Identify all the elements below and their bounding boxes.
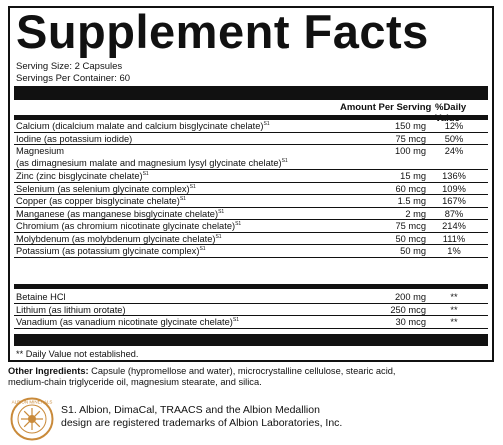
panel-title: Supplement Facts bbox=[16, 5, 429, 58]
header-amount: Amount Per Serving bbox=[340, 102, 432, 113]
nutrient-row bbox=[14, 316, 488, 329]
nutrient-daily-value: 1% bbox=[447, 246, 461, 256]
daily-value-footnote: ** Daily Value not established. bbox=[16, 349, 139, 359]
nutrient-amount: 30 mcg bbox=[395, 317, 426, 327]
footnote-mark: S1 bbox=[232, 317, 240, 323]
footnote-mark: S1 bbox=[281, 158, 288, 164]
nutrient-name: Chromium (as chromium nicotinate glycinate chelate)$^{S1}$ bbox=[16, 221, 242, 232]
divider-thick-2 bbox=[14, 334, 488, 346]
nutrient-amount: 1.5 mg bbox=[397, 196, 426, 206]
nutrient-daily-value: 111% bbox=[442, 233, 466, 244]
nutrient-row bbox=[14, 245, 488, 258]
nutrient-daily-value: 50% bbox=[444, 133, 464, 144]
nutrient-amount: 15 mg bbox=[400, 171, 426, 181]
nutrient-row bbox=[14, 133, 488, 146]
nutrient-daily-value: ** bbox=[450, 304, 458, 315]
servings-per-container: Servings Per Container: 60 bbox=[16, 73, 131, 84]
nutrient-name: Manganese (as manganese bisglycinate chelate)$^{S1}$ bbox=[16, 208, 225, 219]
nutrient-row bbox=[14, 195, 488, 208]
other-nutrient-list bbox=[14, 291, 488, 329]
nutrient-amount: 50 mcg bbox=[395, 233, 426, 244]
nutrient-name: Zinc (zinc bisglycinate chelate)$^{S1}$ bbox=[16, 171, 149, 182]
other-ingredients-text-2: medium-chain triglyceride oil, magnesium stearate, and silica. bbox=[8, 377, 262, 387]
footnote-mark: S1 bbox=[235, 221, 242, 227]
nutrient-name-cont: (as dimagnesium malate and magnesium lysyl glycinate chelate)$^{S1}$ bbox=[16, 158, 288, 169]
nutrient-list bbox=[14, 120, 488, 258]
nutrient-name: Lithium (as lithium orotate) bbox=[16, 304, 126, 315]
nutrient-daily-value: 87% bbox=[444, 208, 464, 219]
nutrient-amount: 75 mcg bbox=[395, 133, 426, 144]
footnote-mark: S1 bbox=[199, 246, 206, 252]
nutrient-daily-value: 12% bbox=[444, 121, 464, 131]
footnote-mark: S1 bbox=[218, 208, 225, 215]
nutrient-row bbox=[14, 220, 488, 233]
nutrient-row bbox=[14, 208, 488, 221]
nutrient-daily-value: ** bbox=[450, 317, 458, 327]
divider-thick bbox=[14, 86, 488, 100]
nutrient-daily-value: 136% bbox=[442, 171, 466, 181]
nutrient-name: Iodine (as potassium iodide) bbox=[16, 133, 133, 144]
nutrient-daily-value: 167% bbox=[442, 196, 466, 206]
nutrient-name: Molybdenum (as molybdenum glycinate chelate)$^{S1}$ bbox=[16, 233, 222, 244]
footnote-mark: S1 bbox=[189, 183, 196, 190]
footnote-mark: S1 bbox=[263, 121, 270, 127]
nutrient-daily-value: 214% bbox=[442, 221, 466, 231]
nutrient-row bbox=[14, 170, 488, 183]
nutrient-row bbox=[14, 291, 488, 304]
nutrient-row bbox=[14, 304, 488, 317]
nutrient-amount: 100 mg bbox=[394, 146, 426, 156]
nutrient-amount: 200 mg bbox=[394, 292, 426, 302]
albion-medallion-icon bbox=[10, 397, 54, 441]
serving-info bbox=[16, 61, 130, 85]
header-daily-value: %Daily bbox=[435, 102, 467, 113]
nutrient-row bbox=[14, 145, 488, 170]
divider-medium-2 bbox=[14, 284, 488, 289]
footnote-mark: S1 bbox=[215, 233, 222, 240]
albion-line-1: S1. Albion, DimaCal, TRAACS and the Albion Medallion bbox=[61, 404, 320, 416]
serving-size: Serving Size: 2 Capsules bbox=[16, 61, 123, 72]
nutrient-name: Selenium (as selenium glycinate complex)$^{S1}$ bbox=[16, 183, 196, 194]
nutrient-name: Copper (as copper bisglycinate chelate)$^{S1}$ bbox=[16, 196, 186, 207]
footnote-mark: S1 bbox=[142, 171, 149, 177]
other-ingredients-text: Capsule (hypromellose and water), microcrystalline cellulose, stearic acid, bbox=[88, 366, 396, 376]
nutrient-amount: 60 mcg bbox=[395, 183, 426, 194]
nutrient-name: Vanadium (as vanadium nicotinate glycinate chelate)$^{S1}$ bbox=[16, 317, 240, 328]
nutrient-row bbox=[14, 233, 488, 246]
nutrient-amount: 50 mg bbox=[400, 246, 426, 256]
nutrient-row bbox=[14, 183, 488, 196]
nutrient-amount: 250 mcg bbox=[390, 304, 426, 315]
albion-trademark-note bbox=[61, 404, 342, 430]
footnote-mark: S1 bbox=[179, 196, 186, 202]
nutrient-daily-value: ** bbox=[450, 292, 458, 302]
seal-text: ALBION MINERALS bbox=[11, 399, 53, 405]
other-ingredients bbox=[8, 366, 494, 388]
nutrient-name: Betaine HCl bbox=[16, 292, 66, 302]
nutrient-name: Calcium (dicalcium malate and calcium bisglycinate chelate)$^{S1}$ bbox=[16, 121, 270, 132]
nutrient-name: Potassium (as potassium glycinate complex)$^{S1}$ bbox=[16, 246, 206, 257]
nutrient-daily-value: 24% bbox=[444, 146, 464, 156]
supplement-facts-panel bbox=[8, 6, 494, 362]
albion-line-2: design are registered trademarks of Albion Laboratories, Inc. bbox=[61, 417, 343, 429]
nutrient-amount: 150 mg bbox=[394, 121, 426, 131]
nutrient-amount: 2 mg bbox=[405, 208, 426, 219]
other-ingredients-label: Other Ingredients: bbox=[8, 366, 89, 376]
nutrient-amount: 75 mcg bbox=[395, 221, 426, 231]
nutrient-row bbox=[14, 120, 488, 133]
nutrient-daily-value: 109% bbox=[442, 183, 466, 194]
nutrient-name: Magnesium bbox=[16, 146, 65, 156]
